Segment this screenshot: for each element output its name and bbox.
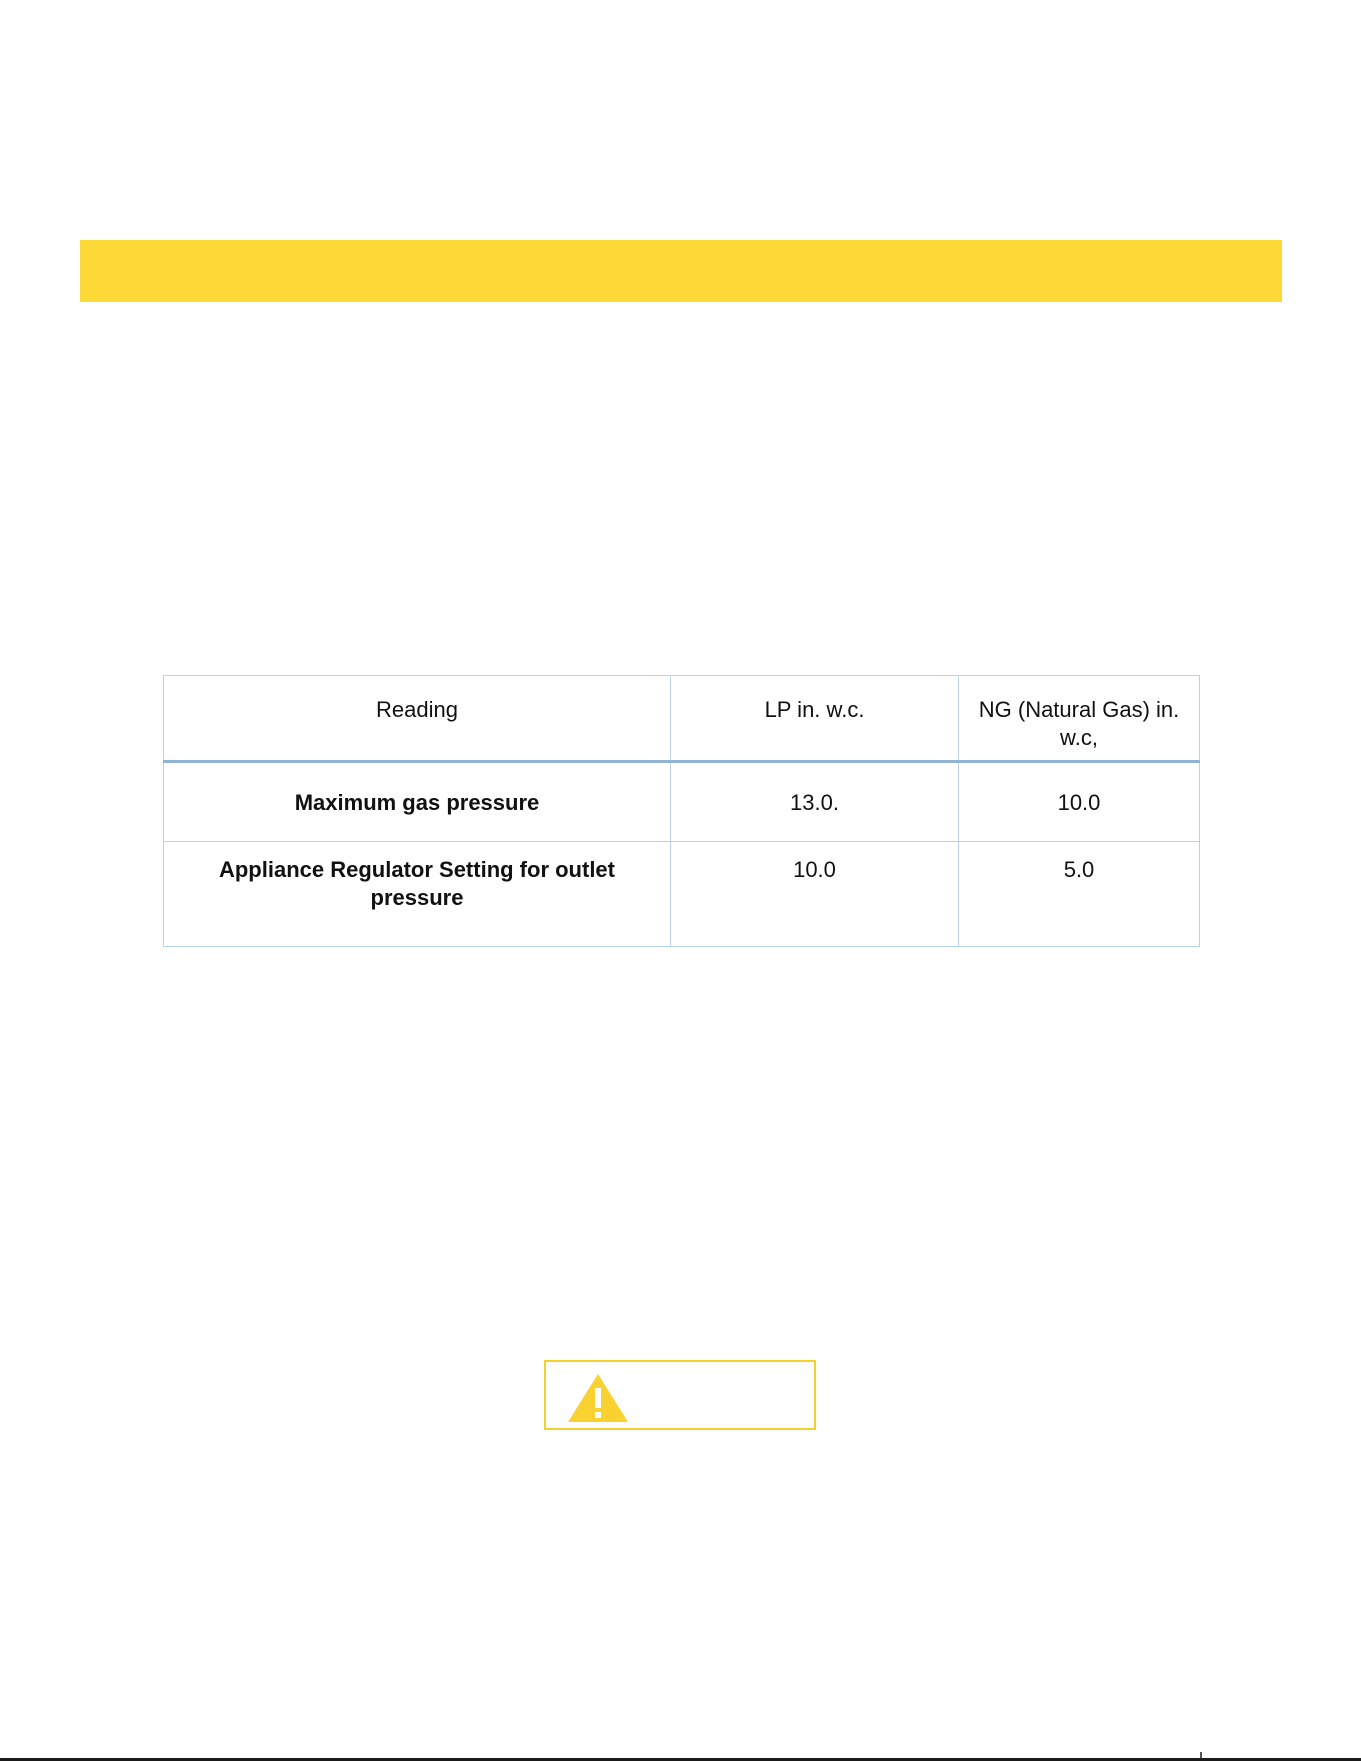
cell-lp-maximum-pressure: 13.0.: [671, 762, 959, 842]
warning-triangle-icon: [566, 1372, 630, 1424]
column-header-lp: LP in. w.c.: [671, 676, 959, 762]
table-header-row: [164, 676, 1200, 762]
table-row: [164, 842, 1200, 947]
table-row: [164, 762, 1200, 842]
row-label-maximum-pressure: Maximum gas pressure: [164, 762, 671, 842]
row-label-regulator-setting: Appliance Regulator Setting for outlet pressure: [164, 842, 671, 947]
gas-pressure-table: [163, 675, 1200, 947]
column-header-reading: Reading: [164, 676, 671, 762]
cell-ng-regulator-setting: 5.0: [959, 842, 1200, 947]
caution-label-box: [544, 1360, 816, 1430]
cell-lp-regulator-setting: 10.0: [671, 842, 959, 947]
section-header-banner: [80, 240, 1282, 302]
column-header-ng: NG (Natural Gas) in. w.c,: [959, 676, 1200, 762]
cell-ng-maximum-pressure: 10.0: [959, 762, 1200, 842]
